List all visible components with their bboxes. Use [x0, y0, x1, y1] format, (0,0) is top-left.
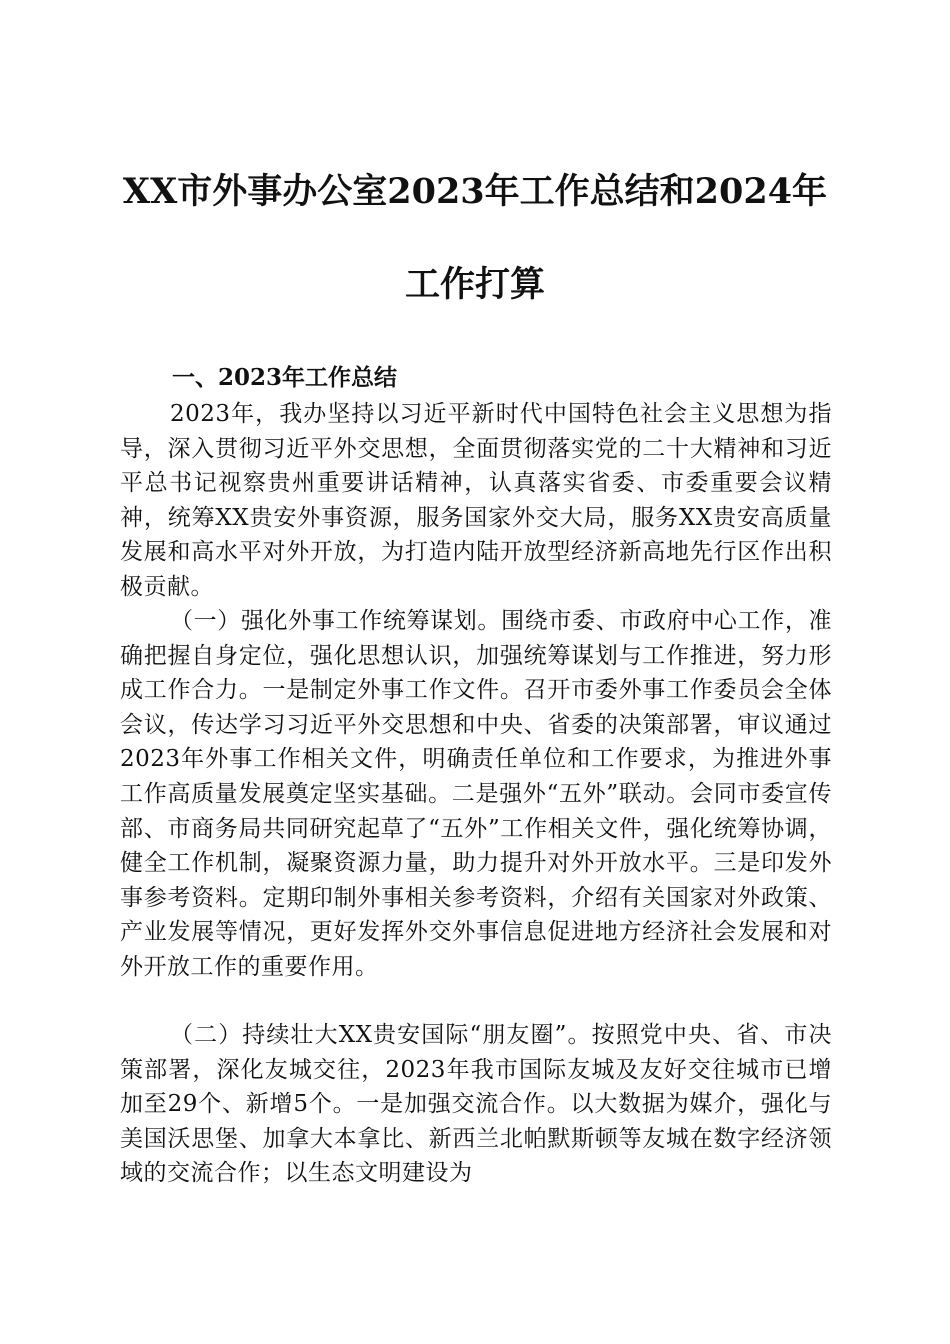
paragraph-friends-circle-body: 按照党中央、省、市决策部署，深化友城交往，2023年我市国际友城及友好交往城市已增加至29个、新增5个。一是加强交流合作。以大数据为媒介，强化与美国沃思堡、加拿大本拿比、新西兰北帕默斯顿等友城在数字经济领域的交流合作；以生态文明建设为 [120, 1022, 833, 1187]
document-title-line-2: 工作打算 [404, 264, 545, 305]
paragraph-coordination-lead: （一）强化外事工作统筹谋划。 [170, 608, 502, 634]
paragraph-coordination [120, 604, 832, 985]
paragraph-friends-circle-lead: （二）持续壮大XX贵安国际“朋友圈”。 [170, 1022, 592, 1048]
paragraph-intro: 2023年，我办坚持以习近平新时代中国特色社会主义思想为指导，深入贯彻习近平外交思想，全面贯彻落实党的二十大精神和习近平总书记视察贵州重要讲话精神，认真落实省委、市委重要会议精神，统筹XX贵安外事资源，服务国家外交大局，服务XX贵安高质量发展和高水平对外开放，为打造内陆开放型经济新高地先行区作出积极贡献。 [120, 401, 832, 600]
document-title-line-1: XX市外事办公室2023年工作总结和2024年 [122, 171, 828, 212]
paragraph-coordination-body: 围绕市委、市政府中心工作，准确把握自身定位，强化思想认识，加强统筹谋划与工作推进，努力形成工作合力。一是制定外事工作文件。召开市委外事工作委员会全体会议，传达学习习近平外交思想和中央、省委的决策部署，审议通过2023年外事工作相关文件，明确责任单位和工作要求，为推进外事工作高质量发展奠定坚实基础。二是强外“五外”联动。会同市委宣传部、市商务局共同研究起草了“五外”工作相关文件，强化统筹协调，健全工作机制，凝聚资源力量，助力提升对外开放水平。三是印发外事参考资料。定期印制外事相关参考资料，介绍有关国家对外政策、产业发展等情况，更好发挥外交外事信息促进地方经济社会发展和对外开放工作的重要作用。 [120, 608, 833, 980]
paragraph-friends-circle [120, 1018, 832, 1191]
section-heading-2023-summary: 一、2023年工作总结 [172, 364, 398, 391]
